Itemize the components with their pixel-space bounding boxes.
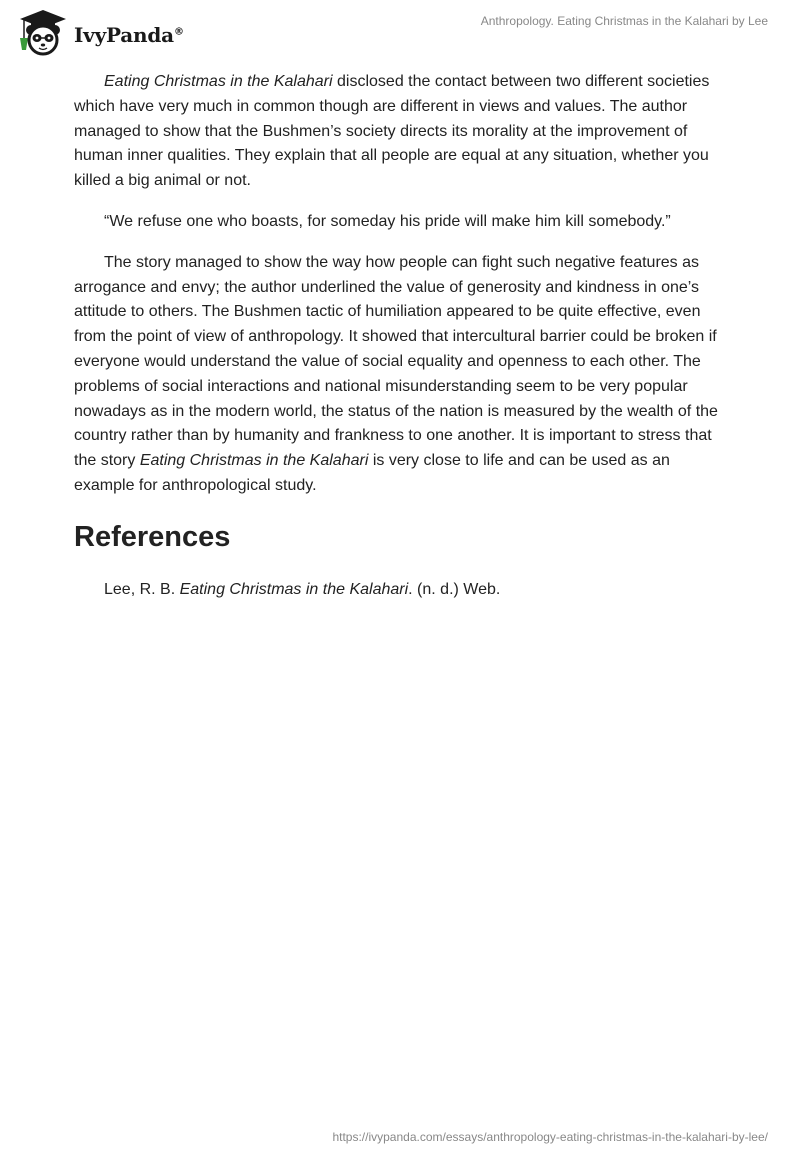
paragraph-1-text: disclosed the contact between two different societies which have very much in common though are different in views and values. The author managed to show that the Bushmen’s society directs its morality at the improvement of human inner qualities. They explain that all people are equal at any situation, whether you killed a big animal or not.: [74, 73, 710, 190]
book-title: Eating Christmas in the Kalahari: [139, 452, 369, 470]
source-url-link[interactable]: https://ivypanda.com/essays/anthropology-eating-christmas-in-the-kalahari-by-lee/: [332, 1130, 768, 1144]
book-title: Eating Christmas in the Kalahari: [104, 73, 333, 90]
references-heading: References: [74, 520, 231, 553]
ivypanda-logo[interactable]: [14, 8, 184, 58]
quote-text: “We refuse one who boasts, for someday his pride will make him kill somebody.”: [104, 212, 671, 230]
panda-graduate-icon: [14, 8, 72, 58]
paragraph-1: [74, 70, 728, 194]
brand-name: IvyPanda®: [74, 23, 184, 47]
reference-author: Lee, R. B.: [104, 580, 180, 598]
paragraph-3: [74, 251, 728, 499]
document-title: Anthropology. Eating Christmas in the Kalahari by Lee: [480, 14, 768, 28]
reference-title: Eating Christmas in the Kalahari: [179, 580, 409, 598]
registered-mark: ®: [173, 26, 184, 38]
essay-content: [74, 70, 728, 603]
paragraph-3-text-start: The story managed to show the way how people can fight such negative features as arrogance and envy; the author underlined the value of generosity and kindness in one’s attitude to others. The Bushmen tactic of humiliation appeared to be quite effective, even from the point of view of anthropology. It showed that intercultural barrier could be broken if everyone would understand the value of social equality and openness to each other. The problems of social interactions and national misunderstanding seem to be very popular nowadays as in the modern world, the status of the nation is measured by the wealth of the country rather than by humanity and frankness to one another. It is important to stress that the story: [74, 253, 718, 470]
paragraph-3-text-end: is very close to life and can be used as an example for anthropological study.: [74, 452, 670, 494]
page-header: [0, 0, 800, 70]
reference-details: . (n. d.) Web.: [408, 580, 501, 598]
reference-item: [74, 578, 728, 603]
quote-paragraph: [74, 210, 728, 235]
